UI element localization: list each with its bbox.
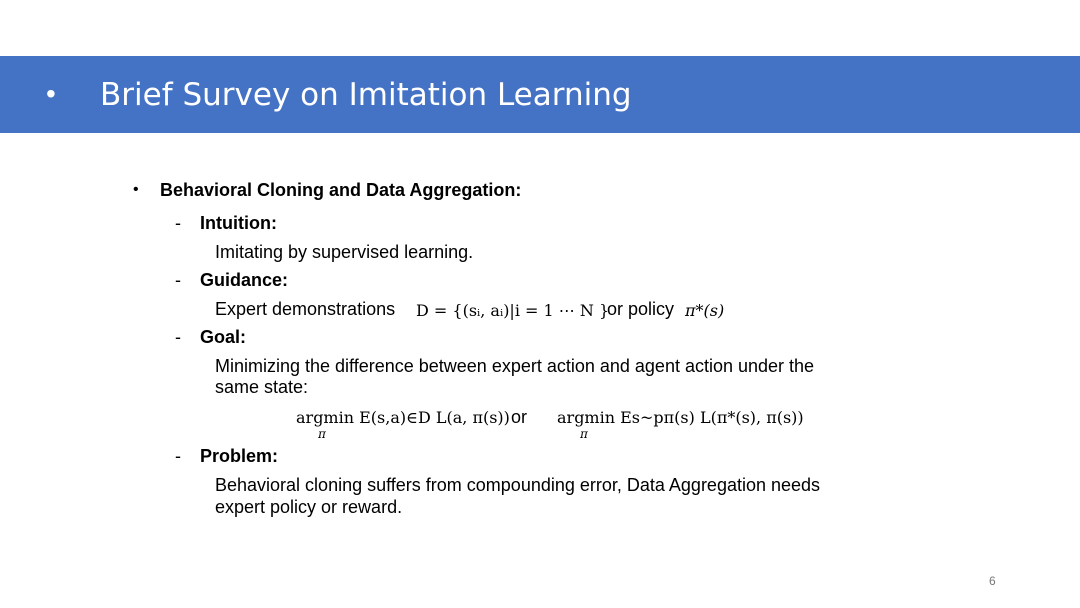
guidance-text-mid: or policy <box>607 299 675 319</box>
goal-eq-left-sub: π <box>318 427 326 441</box>
guidance-formula: D = {(sᵢ, aᵢ)|i = 1 ⋯ N } <box>416 301 610 320</box>
goal-label: Goal: <box>200 327 247 347</box>
goal-text-line1: Minimizing the difference between expert action and agent action under the <box>215 356 815 376</box>
guidance-label: Guidance: <box>200 270 289 290</box>
slide-title: Brief Survey on Imitation Learning <box>100 77 632 113</box>
main-bullet: • <box>133 181 139 198</box>
problem-text-line2: expert policy or reward. <box>215 497 403 517</box>
title-bullet: • <box>46 78 56 109</box>
dash-guidance: - <box>175 270 181 290</box>
problem-label: Problem: <box>200 446 279 466</box>
goal-text-line2: same state: <box>215 377 309 397</box>
dash-goal: - <box>175 327 181 347</box>
goal-eq-or: or <box>511 407 528 427</box>
guidance-text-prefix: Expert demonstrations <box>215 299 396 319</box>
intuition-label: Intuition: <box>200 213 277 233</box>
page-number: 6 <box>989 574 996 588</box>
goal-eq-left: argmin E(s,a)∈D L(a, π(s)) <box>296 408 510 427</box>
problem-text-line1: Behavioral cloning suffers from compounding error, Data Aggregation needs <box>215 475 821 495</box>
goal-eq-right-sub: π <box>580 427 588 441</box>
dash-problem: - <box>175 446 181 466</box>
guidance-formula2: π*(s) <box>685 301 725 320</box>
goal-eq-right: argmin Es~pπ(s) L(π*(s), π(s)) <box>557 408 804 427</box>
dash-intuition: - <box>175 213 181 233</box>
intuition-text: Imitating by supervised learning. <box>215 242 474 262</box>
main-heading: Behavioral Cloning and Data Aggregation: <box>160 180 522 200</box>
